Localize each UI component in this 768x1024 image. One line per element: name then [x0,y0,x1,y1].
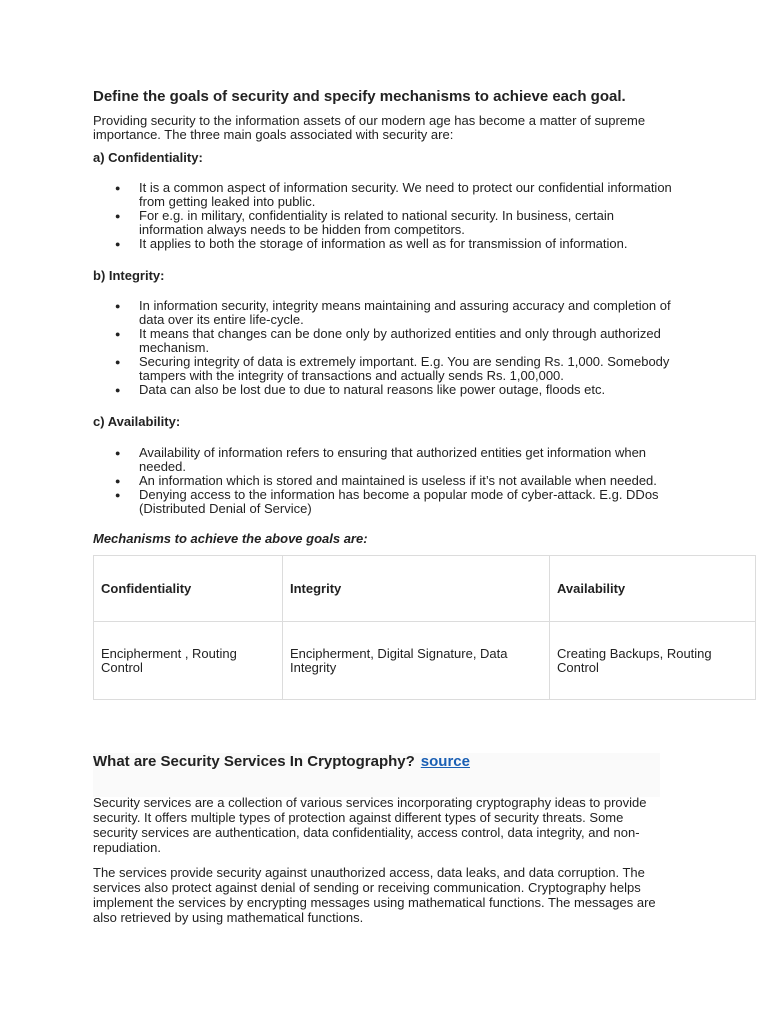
services-paragraph-2: The services provide security against unauthorized access, data leaks, and data corruption. The services also protect against denial of sending or receiving communication. Cryptography helps implement the services by encrypting messages using mathematical functions. The messages are also retrieved by using mathematical functions. [93,865,656,925]
table-header-row [94,556,756,622]
mechanisms-table [93,555,756,700]
list-item: ● For e.g. in military, confidentiality is related to national security. In business, certain information always needs to be hidden from competitors. [93,209,673,237]
services-paragraph-1: Security services are a collection of various services incorporating cryptography ideas to provide security. It offers multiple types of protection against different types of security threats. Some security services are authentication, data confidentiality, access control, data integrity, and non-repudiation. [93,795,647,855]
section-heading-integrity: b) Integrity: [93,268,165,283]
table-header-cell: Confidentiality [94,556,283,622]
table-cell: Encipherment , Routing Control [94,622,283,700]
source-link[interactable]: source [420,753,470,770]
mechanisms-heading: Mechanisms to achieve the above goals are: [93,531,368,546]
intro-paragraph: Providing security to the information assets of our modern age has become a matter of supreme importance. The three main goals associated with security are: [93,113,646,142]
list-item: ● Securing integrity of data is extremely important. E.g. You are sending Rs. 1,000. Somebody tampers with the integrity of transactions and actually sends Rs. 1,00,000. [93,355,673,383]
list-item: ● It is a common aspect of information security. We need to protect our confidential information from getting leaked into public. [93,181,673,209]
list-item: ● It means that changes can be done only by authorized entities and only through authorized mechanism. [93,327,673,355]
question-heading [93,753,470,771]
page-title: Define the goals of security and specify mechanisms to achieve each goal. [93,88,626,105]
table-cell: Encipherment, Digital Signature, Data Integrity [283,622,550,700]
list-item: ● In information security, integrity means maintaining and assuring accuracy and completion of data over its entire life-cycle. [93,299,673,327]
list-item: ● Availability of information refers to ensuring that authorized entities get information when needed. [93,446,673,474]
list-item: ● Denying access to the information has become a popular mode of cyber-attack. E.g. DDos (Distributed Denial of Service) [93,488,673,516]
list-item: ● An information which is stored and maintained is useless if it’s not available when needed. [93,474,673,488]
table-row [94,622,756,700]
confidentiality-list [93,181,673,251]
integrity-list [93,299,673,397]
list-item: ● It applies to both the storage of information as well as for transmission of information. [93,237,673,251]
availability-list [93,446,673,516]
section-heading-availability: c) Availability: [93,414,181,429]
table-header-cell: Availability [550,556,756,622]
section-heading-confidentiality: a) Confidentiality: [93,150,203,165]
list-item: ● Data can also be lost due to due to natural reasons like power outage, floods etc. [93,383,673,397]
question-heading-text: What are Security Services In Cryptography? [93,753,415,770]
table-header-cell: Integrity [283,556,550,622]
table-cell: Creating Backups, Routing Control [550,622,756,700]
